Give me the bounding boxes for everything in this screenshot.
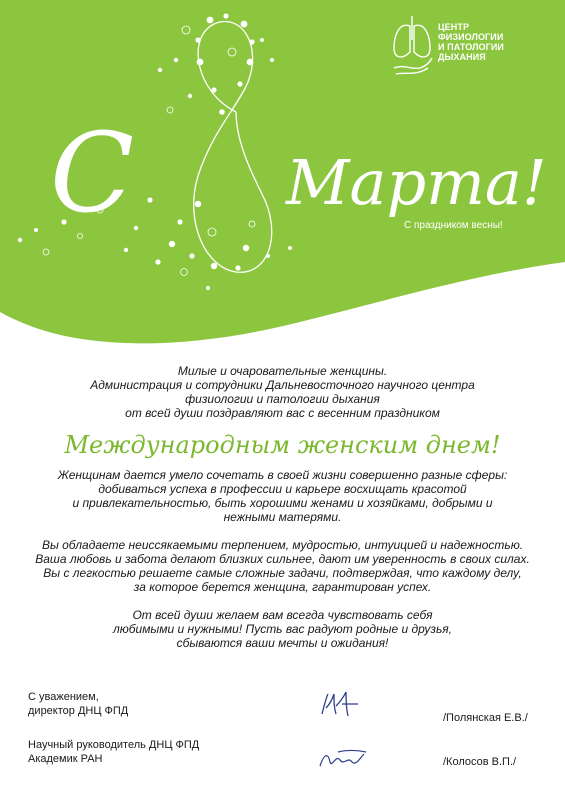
holiday-title: Международным женским днем!: [64, 431, 501, 459]
paragraph: [0, 608, 565, 650]
signature-block-director: [28, 690, 128, 718]
logo-text: [438, 22, 504, 62]
paragraph-line: Вы с легкостью решаете самые сложные задачи, подтверждая, что каждому делу,: [43, 566, 522, 580]
intro-line: физиологии и патологии дыхания: [185, 392, 380, 406]
paragraph-line: сбываются ваши мечты и ожидания!: [176, 636, 389, 650]
intro-line: Администрация и сотрудники Дальневосточного научного центра: [90, 378, 475, 392]
paragraph: [0, 538, 565, 594]
paragraph-line: Вы обладаете неиссякаемыми терпением, мудростью, интуицией и надежностью.: [41, 538, 524, 552]
greeting-subtitle: С праздником весны!: [404, 220, 503, 231]
paragraph-line: От всей души желаем вам всегда чувствовать себя: [132, 608, 433, 622]
handwritten-signature-supervisor: [318, 748, 370, 770]
intro-line: Милые и очаровательные женщины.: [177, 364, 388, 378]
intro-line: от всей души поздравляют вас с весенним праздником: [125, 406, 440, 420]
lungs-hand-icon: [390, 12, 434, 82]
signature-name-supervisor: /Колосов В.П./: [443, 756, 517, 768]
paragraph-line: за которое берется женщина, гарантирован успех.: [133, 580, 432, 594]
letter-paragraphs: [0, 468, 565, 650]
letter-body: [0, 364, 565, 664]
letter-intro: [0, 364, 565, 420]
logo-line: И ПАТОЛОГИИ: [438, 42, 504, 52]
paragraph-line: добиваться успеха в профессии и карьере восхищать красотой: [98, 482, 467, 496]
logo-line: ДЫХАНИЯ: [438, 52, 486, 62]
paragraph-line: и привлекательностью, быть хорошими женами и хозяйками, добрыми и: [72, 496, 493, 510]
paragraph: [0, 468, 565, 524]
logo-line: ЦЕНТР: [438, 22, 470, 32]
header-banner: [0, 0, 565, 360]
logo-line: ФИЗИОЛОГИИ: [438, 32, 504, 42]
handwritten-signature-director: [318, 690, 364, 720]
paragraph-line: любимыми и нужными! Пусть вас радуют родные и друзья,: [112, 622, 453, 636]
signature-title: Академик РАН: [28, 753, 103, 765]
paragraph-line: нежными матерями.: [223, 510, 342, 524]
greeting-letter-c: С: [50, 109, 135, 237]
signature-line: Научный руководитель ДНЦ ФПД: [28, 739, 200, 751]
signature-line: С уважением,: [28, 691, 99, 703]
paragraph-line: Ваша любовь и забота делают близких сильнее, дают им уверенность в своих силах.: [35, 552, 530, 566]
paragraph-line: Женщинам дается умело сочетать в своей жизни совершенно разные сферы:: [57, 468, 508, 482]
greeting-month: Марта!: [286, 146, 547, 219]
signature-block-supervisor: [28, 738, 199, 766]
signature-title: директор ДНЦ ФПД: [28, 705, 129, 717]
center-logo: [390, 10, 550, 90]
signature-name-director: /Полянская Е.В./: [443, 712, 528, 724]
